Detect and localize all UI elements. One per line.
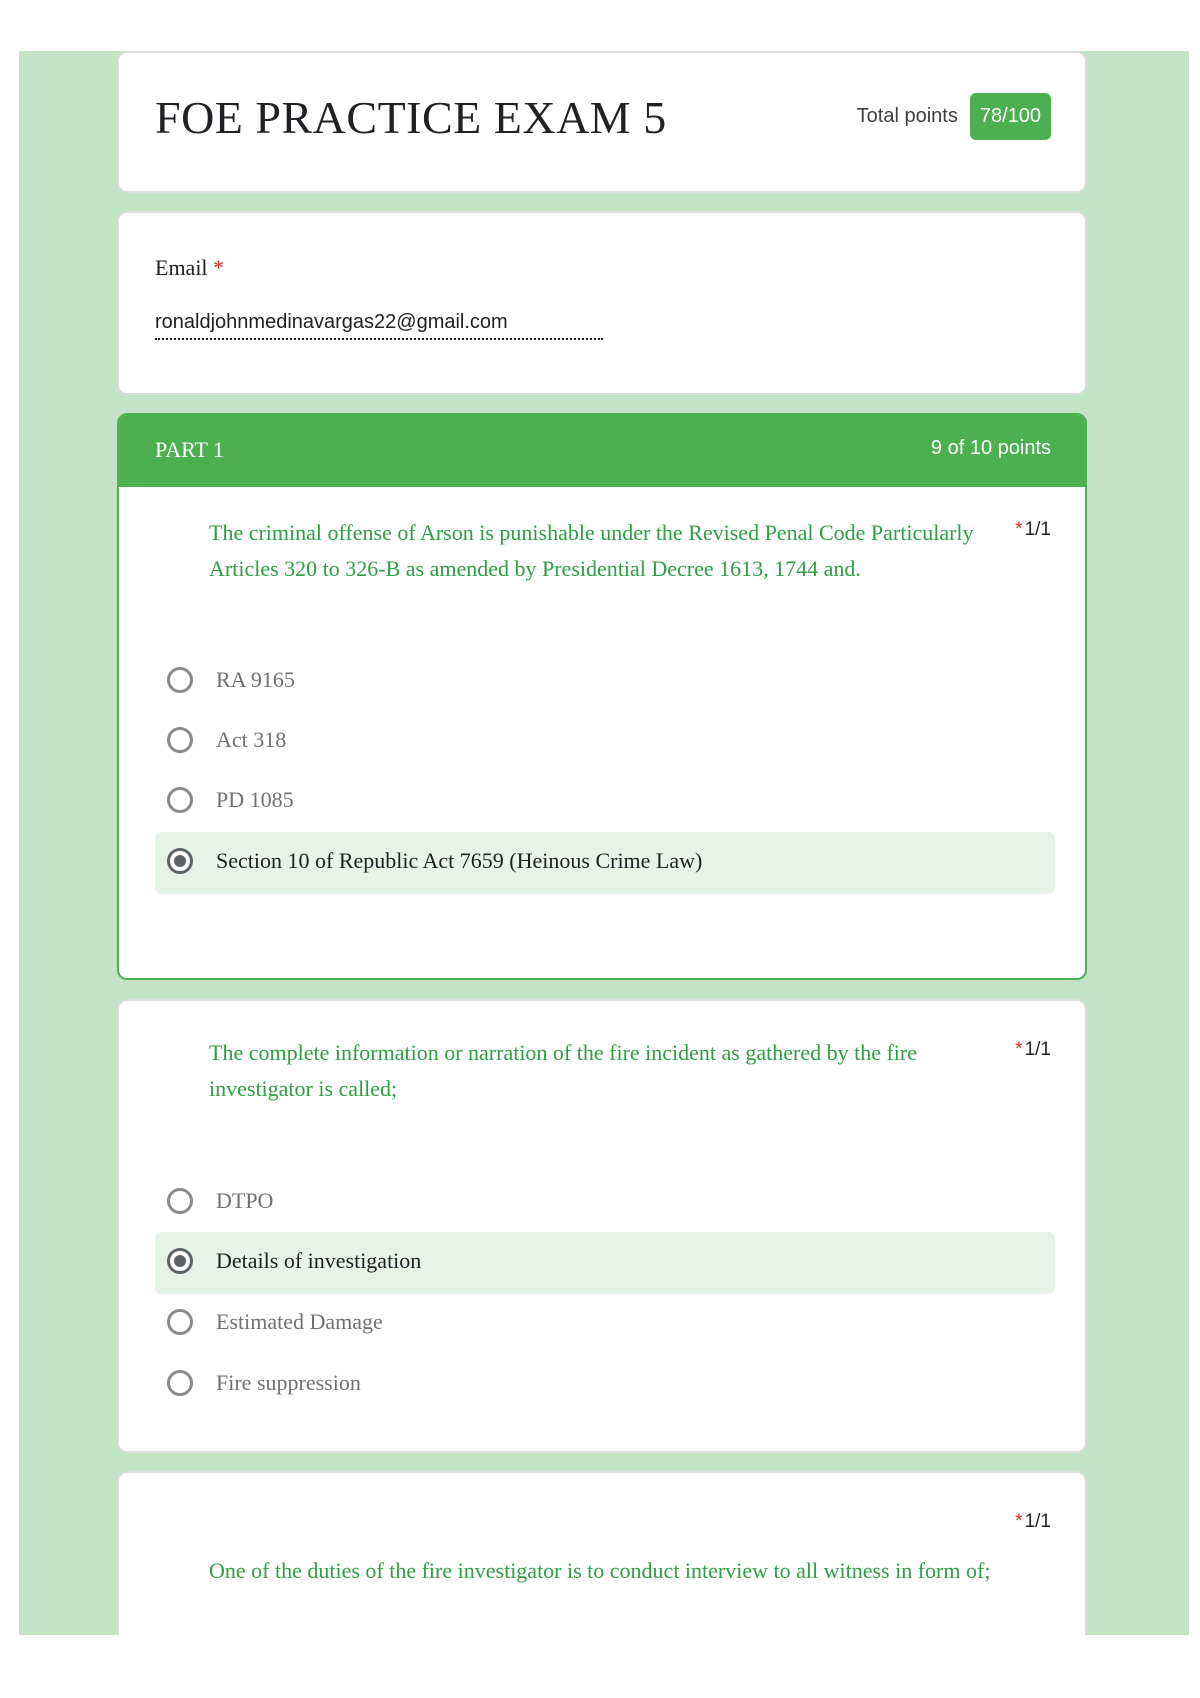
option-radio[interactable] <box>155 711 1055 773</box>
question-score-value: 1/1 <box>1024 1039 1051 1060</box>
section-card <box>117 413 1087 980</box>
email-label <box>155 255 224 281</box>
option-radio[interactable] <box>155 1172 1055 1234</box>
required-asterisk: * <box>1015 1511 1023 1532</box>
section-score: 9 of 10 points <box>930 437 1051 459</box>
form-title-card <box>117 51 1087 193</box>
question-score <box>1015 519 1051 541</box>
total-points-label: Total points <box>856 105 958 127</box>
option-label: Section 10 of Republic Act 7659 (Heinous Crime Law) <box>216 848 703 873</box>
required-asterisk: * <box>213 255 225 280</box>
question-card <box>117 999 1087 1453</box>
question-score-value: 1/1 <box>1024 1511 1051 1532</box>
radio-unchecked-icon[interactable] <box>167 1188 193 1214</box>
question-text: The complete information or narration of the fire incident as gathered by the fire investigator is called; <box>209 1040 917 1101</box>
option-label: DTPO <box>216 1188 274 1213</box>
section-header <box>119 415 1085 487</box>
radio-checked-icon[interactable] <box>167 848 193 874</box>
radio-unchecked-icon[interactable] <box>167 1370 193 1396</box>
form-background <box>19 51 1189 1635</box>
email-card <box>117 211 1087 395</box>
option-label: PD 1085 <box>216 787 294 812</box>
total-points <box>857 93 1051 140</box>
question-score <box>1015 1511 1051 1533</box>
option-label: Estimated Damage <box>216 1309 383 1334</box>
radio-checked-icon[interactable] <box>167 1248 193 1274</box>
question-text: The criminal offense of Arson is punishable under the Revised Penal Code Particularly Articles 320 to 326-B as amended by Presidential Decree 1613, 1744 and. <box>209 520 974 581</box>
option-radio[interactable] <box>155 1293 1055 1355</box>
required-asterisk: * <box>1015 519 1023 540</box>
radio-unchecked-icon[interactable] <box>167 727 193 753</box>
total-points-badge: 78/100 <box>970 93 1051 140</box>
question-score <box>1015 1039 1051 1061</box>
option-radio[interactable] <box>155 651 1055 713</box>
radio-unchecked-icon[interactable] <box>167 787 193 813</box>
required-asterisk: * <box>1015 1039 1023 1060</box>
radio-unchecked-icon[interactable] <box>167 1309 193 1335</box>
section-title: PART 1 <box>155 437 224 462</box>
question-score-value: 1/1 <box>1024 519 1051 540</box>
option-label: Details of investigation <box>216 1248 422 1273</box>
option-radio-selected[interactable] <box>155 832 1055 894</box>
radio-unchecked-icon[interactable] <box>167 667 193 693</box>
question-card <box>117 1471 1087 1635</box>
option-label: RA 9165 <box>216 667 295 692</box>
option-label: Act 318 <box>216 727 287 752</box>
option-label: Fire suppression <box>216 1370 361 1395</box>
option-radio[interactable] <box>155 771 1055 833</box>
email-field: ronaldjohnmedinavargas22@gmail.com <box>155 311 603 340</box>
option-radio-selected[interactable] <box>155 1232 1055 1294</box>
page-title: FOE PRACTICE EXAM 5 <box>155 92 667 143</box>
question-text: One of the duties of the fire investigator is to conduct interview to all witness in form of; <box>209 1558 991 1583</box>
email-label-text: Email <box>155 255 208 280</box>
option-radio[interactable] <box>155 1354 1055 1416</box>
